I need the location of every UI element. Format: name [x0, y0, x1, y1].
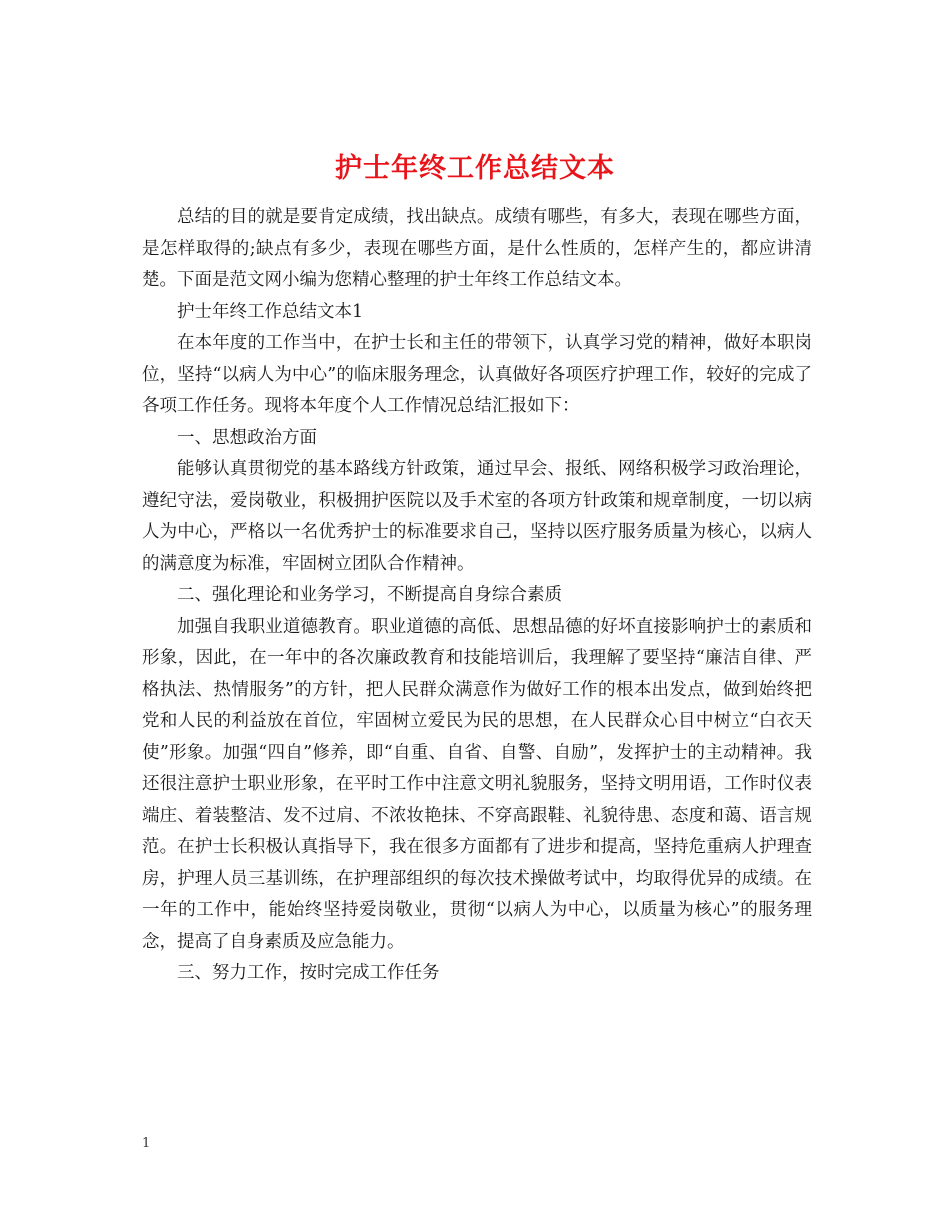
paragraph-section-heading: 护士年终工作总结文本1: [177, 301, 364, 322]
paragraph-overview: 在本年度的工作当中，在护士长和主任的带领下，认真学习党的精神，做好本职岗位，坚持“以病人为中心”的临床服务理念，认真做好各项医疗护理工作，较好的完成了各项工作任务。现将本年度个人工作情况总结汇报如下：: [142, 333, 812, 416]
paragraph-heading-2: 二、强化理论和业务学习，不断提高自身综合素质: [177, 585, 562, 605]
paragraph-heading-3: 三、努力工作，按时完成工作任务: [177, 963, 440, 983]
paragraph-study: 加强自我职业道德教育。职业道德的高低、思想品德的好坏直接影响护士的素质和形象，因此，在一年中的各次廉政教育和技能培训后，我理解了要坚持“廉洁自律、严格执法、热情服务”的方针，把人民群众满意作为做好工作的根本出发点，做到始终把党和人民的利益放在首位，牢固树立爱民为民的思想，在人民群众心目中树立“白衣天使”形象。加强“四自”修养，即“自重、自省、自警、自励”，发挥护士的主动精神。我还很注意护士职业形象，在平时工作中注意文明礼貌服务，坚持文明用语，工作时仪表端庄、着装整洁、发不过肩、不浓妆艳抹、不穿高跟鞋、礼貌待患、态度和蔼、语言规范。在护士长积极认真指导下，我在很多方面都有了进步和提高，坚持危重病人护理查房，护理人员三基训练，在护理部组织的每次技术操做考试中，均取得优异的成绩。在一年的工作中，能始终坚持爱岗敬业，贯彻“以病人为中心，以质量为核心”的服务理念，提高了自身素质及应急能力。: [142, 616, 812, 952]
document-title: 护士年终工作总结文本: [335, 153, 615, 185]
paragraph-heading-1: 一、思想政治方面: [177, 427, 317, 448]
page-number: 1: [142, 1136, 151, 1151]
paragraph-intro: 总结的目的就是要肯定成绩，找出缺点。成绩有哪些，有多大，表现在哪些方面，是怎样取得的;缺点有多少，表现在哪些方面，是什么性质的，怎样产生的，都应讲清楚。下面是范文网小编为您精心整理的护士年终工作总结文本。: [142, 207, 812, 290]
document-body: [142, 202, 812, 990]
paragraph-political: 能够认真贯彻党的基本路线方针政策，通过早会、报纸、网络积极学习政治理论，遵纪守法，爱岗敬业，积极拥护医院以及手术室的各项方针政策和规章制度，一切以病人为中心，严格以一名优秀护士的标准要求自己，坚持以医疗服务质量为核心，以病人的满意度为标准，牢固树立团队合作精神。: [142, 459, 812, 574]
